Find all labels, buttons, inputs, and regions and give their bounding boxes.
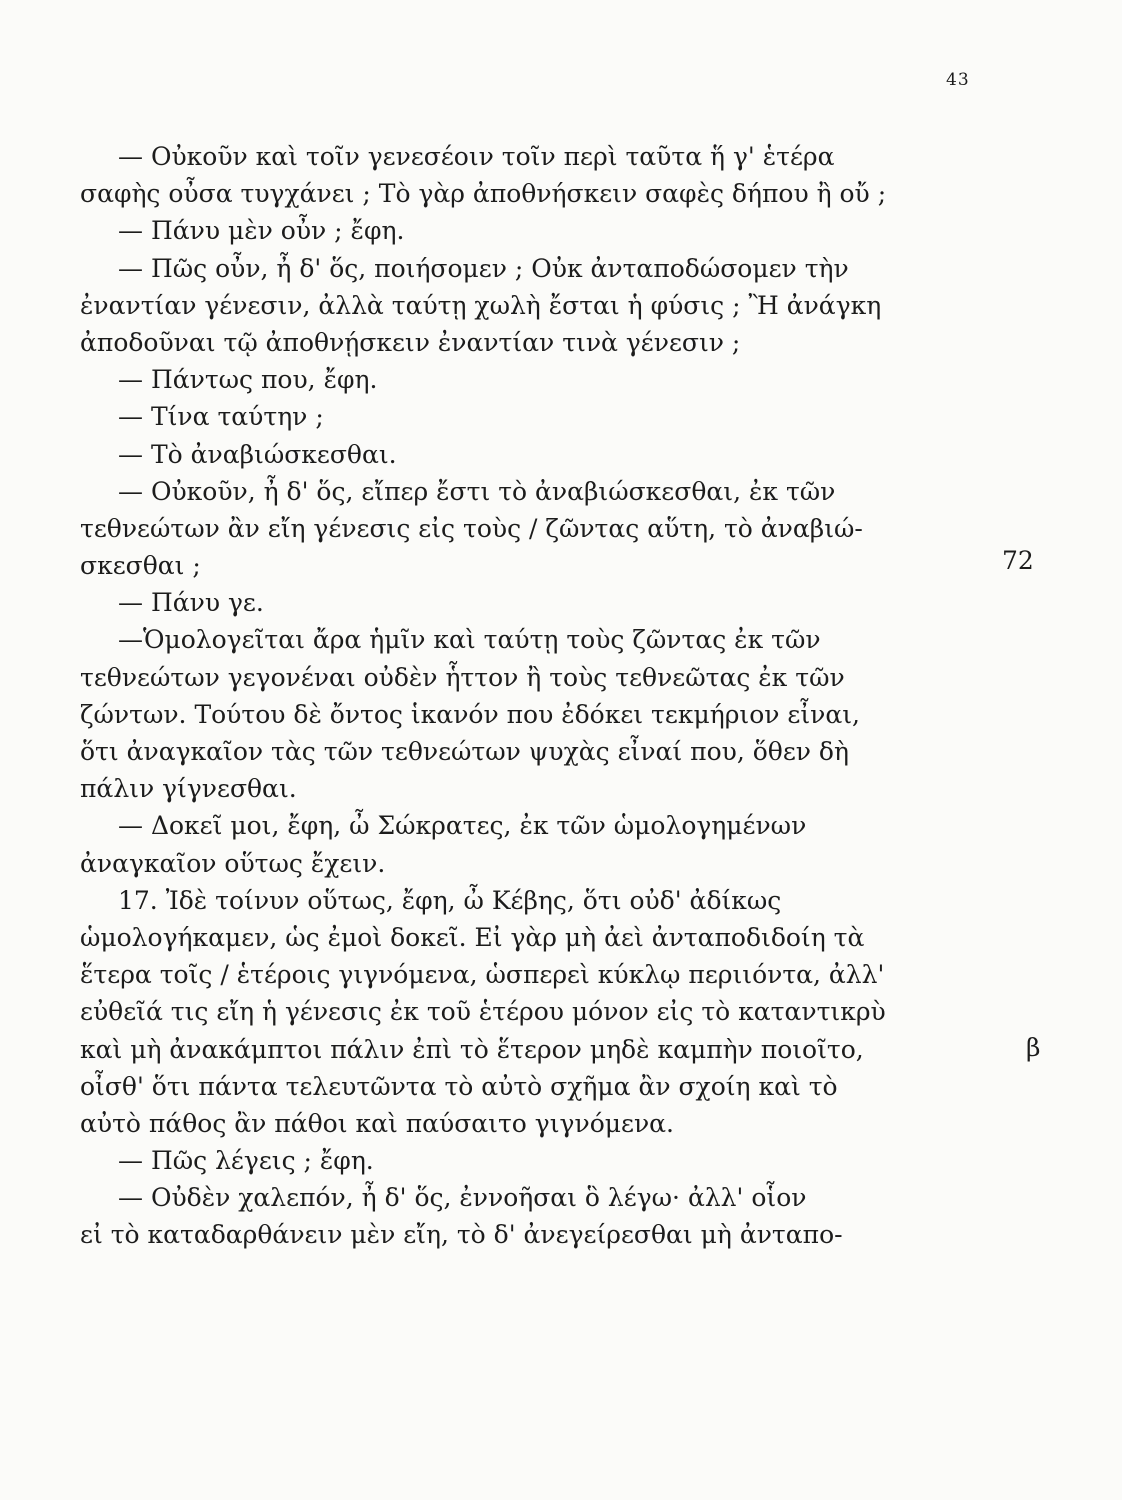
body-text [80, 138, 980, 1254]
text-line: — Τὸ ἀναβιώσκεσθαι. [118, 439, 397, 469]
text-line: — Πάνυ γε. [118, 588, 264, 618]
page-number: 43 [946, 70, 970, 90]
margin-note-stephanus: 72 [1002, 546, 1034, 575]
text-line: τεθνεώτων γεγονέναι οὐδὲν ἧττον ἢ τοὺς τεθνεῶτας ἐκ τῶν [80, 662, 845, 692]
text-line: — Τίνα ταύτην ; [118, 402, 324, 432]
text-line: ζώντων. Τούτου δὲ ὄντος ἱκανόν που ἐδόκει τεκμήριον εἶναι, [80, 699, 860, 729]
text-line: αὐτὸ πάθος ἂν πάθοι καὶ παύσαιτο γιγνόμενα. [80, 1108, 674, 1138]
text-line: σαφὴς οὖσα τυγχάνει ; Τὸ γὰρ ἀποθνήσκειν σαφὲς δήπου ἢ οὔ ; [80, 179, 887, 209]
text-line: εἰ τὸ καταδαρθάνειν μὲν εἴη, τὸ δ' ἀνεγείρεσθαι μὴ ἀνταπο- [80, 1220, 843, 1250]
text-line: οἶσθ' ὅτι πάντα τελευτῶντα τὸ αὐτὸ σχῆμα ἂν σχοίη καὶ τὸ [80, 1071, 838, 1101]
text-line: — Οὐδὲν χαλεπόν, ἦ δ' ὅς, ἐννοῆσαι ὃ λέγω· ἀλλ' οἷον [118, 1183, 807, 1213]
text-line: — Πάνυ μὲν οὖν ; ἔφη. [118, 216, 405, 246]
text-line: ἐναντίαν γένεσιν, ἀλλὰ ταύτῃ χωλὴ ἔσται ἡ φύσις ; Ἢ ἀνάγκη [80, 290, 882, 320]
text-line: εὐθεῖά τις εἴη ἡ γένεσις ἐκ τοῦ ἑτέρου μόνον εἰς τὸ καταντικρὺ [80, 997, 886, 1027]
text-line: ἕτερα τοῖς / ἑτέροις γιγνόμενα, ὡσπερεὶ κύκλῳ περιιόντα, ἀλλ' [80, 960, 885, 990]
text-line: πάλιν γίγνεσθαι. [80, 774, 297, 804]
margin-note-section-letter: β [1026, 1033, 1041, 1062]
text-line: — Πῶς λέγεις ; ἔφη. [118, 1146, 374, 1176]
text-line: ὅτι ἀναγκαῖον τὰς τῶν τεθνεώτων ψυχὰς εἶναί που, ὅθεν δὴ [80, 737, 849, 766]
text-line: τεθνεώτων ἂν εἴη γένεσις εἰς τοὺς / ζῶντας αὕτη, τὸ ἀναβιώ- [80, 513, 863, 543]
text-line: —Ὁμολογεῖται ἄρα ἡμῖν καὶ ταύτῃ τοὺς ζῶντας ἐκ τῶν [118, 625, 821, 655]
text-line: ὡμολογήκαμεν, ὡς ἐμοὶ δοκεῖ. Εἰ γὰρ μὴ ἀεὶ ἀνταποδιδοίη τὰ [80, 922, 865, 952]
text-line: — Πάντως που, ἔφη. [118, 365, 378, 395]
text-line: σκεσθαι ; [80, 551, 201, 581]
text-line: — Οὐκοῦν, ἦ δ' ὅς, εἴπερ ἔστι τὸ ἀναβιώσκεσθαι, ἐκ τῶν [118, 476, 836, 506]
text-line: καὶ μὴ ἀνακάμπτοι πάλιν ἐπὶ τὸ ἕτερον μηδὲ καμπὴν ποιοῖτο, [80, 1034, 864, 1064]
text-line: — Δοκεῖ μοι, ἔφη, ὦ Σώκρατες, ἐκ τῶν ὡμολογημένων [118, 811, 807, 841]
section-start-line: 17. Ἰδὲ τοίνυν οὕτως, ἔφη, ὦ Κέβης, ὅτι οὐδ' ἀδίκως [118, 885, 782, 915]
text-line: ἀναγκαῖον οὕτως ἔχειν. [80, 848, 386, 878]
text-line: ἀποδοῦναι τῷ ἀποθνῄσκειν ἐναντίαν τινὰ γένεσιν ; [80, 327, 741, 357]
text-line: — Οὐκοῦν καὶ τοῖν γενεσέοιν τοῖν περὶ ταῦτα ἥ γ' ἑτέρα [118, 142, 835, 171]
text-line: — Πῶς οὖν, ἦ δ' ὅς, ποιήσομεν ; Οὐκ ἀνταποδώσομεν τὴν [118, 253, 849, 283]
